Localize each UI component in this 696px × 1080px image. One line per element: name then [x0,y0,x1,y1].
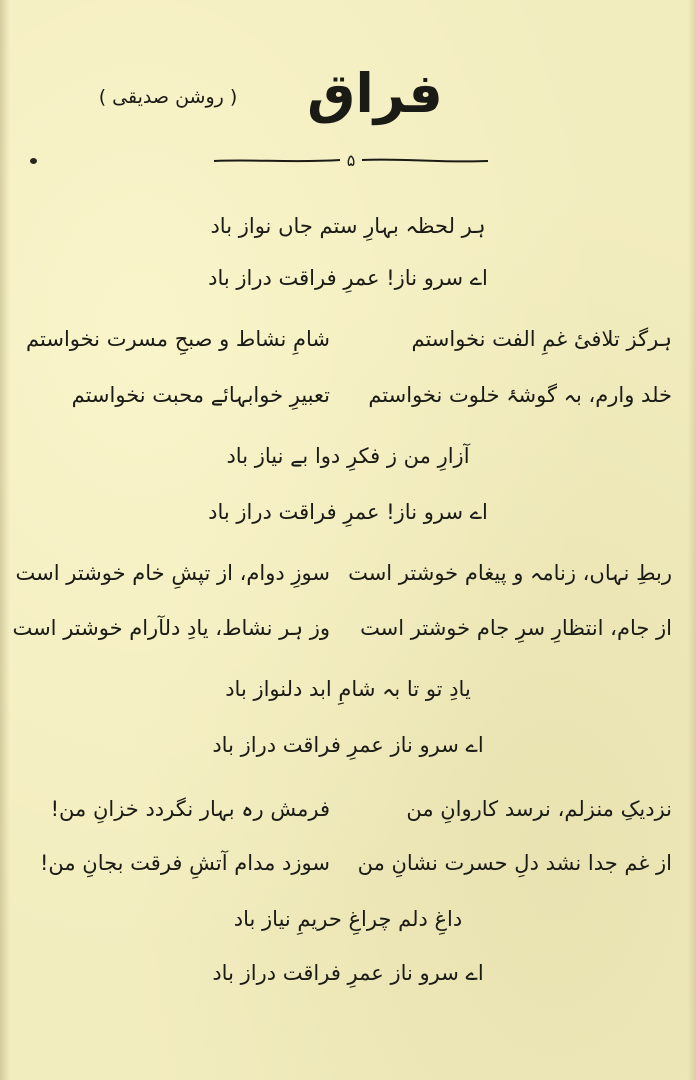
ink-spot [30,158,37,164]
verse-line: از جام، انتظارِ سرِ جام خوشتر است [360,616,672,640]
verse-line: ہرگز تلافیٔ غمِ الفت نخواستم [411,327,672,351]
verse-line: نزدیکِ منزلم، نرسد کاروانِ من [406,797,672,821]
verse-line: شامِ نشاط و صبحِ مسرت نخواستم [26,327,330,351]
refrain-line: ہر لحظہ بہارِ ستم جاں نواز باد [210,214,486,238]
refrain-line: یادِ تو تا بہ شامِ ابد دلنواز باد [225,677,471,701]
refrain-line: اے سرو ناز عمرِ فراقت دراز باد [212,733,484,757]
title-divider [212,146,490,176]
refrain-line: اے سرو ناز عمرِ فراقت دراز باد [212,961,484,985]
verse-line: سوزد مدام آتشِ فرقت بجانِ من! [39,851,330,875]
divider-mark: ۵ [346,151,356,170]
verse-line: وز ہر نشاط، یادِ دلآرام خوشتر است [12,616,330,640]
refrain-line: آزارِ من ز فکرِ دوا بے نیاز باد [226,444,470,468]
verse-line: خلد وارم، بہ گوشۂ خلوت نخواستم [368,383,672,407]
verse-line: تعبیرِ خوابہائے محبت نخواستم [71,383,330,407]
refrain-line: اے سرو ناز! عمرِ فراقت دراز باد [208,500,488,524]
refrain-line: اے سرو ناز! عمرِ فراقت دراز باد [208,266,488,290]
verse-line: سوزِ دوام، از تپشِ خام خوشتر است [15,561,330,585]
verse-line: فرمش رہ بہار نگردد خزانِ من! [50,797,330,821]
poem-author: ( روشن صدیقی ) [98,86,238,108]
verse-line: از غم جدا نشد دلِ حسرت نشانِ من [357,851,672,875]
refrain-line: داغِ دلم چراغِ حریمِ نیاز باد [233,907,463,931]
poem-title: فراق [307,62,443,125]
verse-line: ربطِ نہاں، زنامہ و پیغام خوشتر است [348,561,672,585]
